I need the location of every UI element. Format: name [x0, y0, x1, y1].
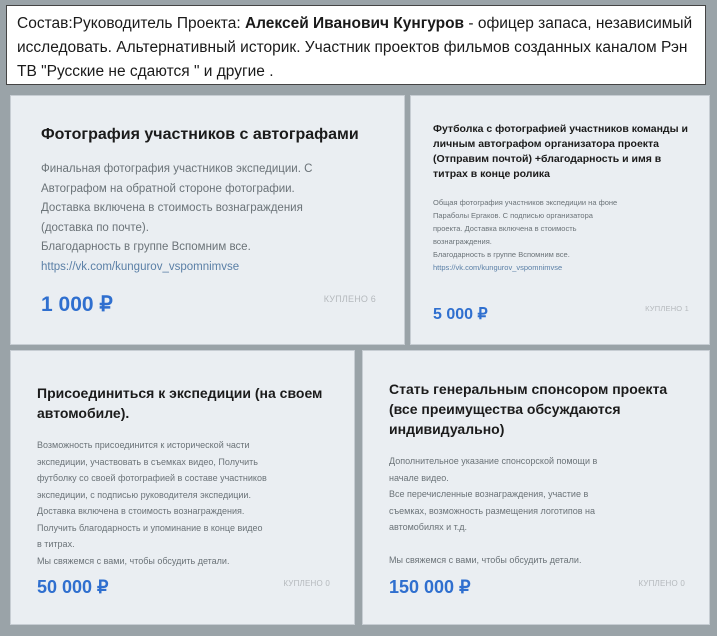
desc-line: Благодарность в группе Вспомним все. [433, 250, 570, 259]
project-team-description [6, 5, 706, 85]
reward-card-general-sponsor[interactable] [362, 350, 710, 625]
sold-count: КУПЛЕНО 6 [323, 294, 376, 304]
vk-group-link[interactable]: https://vk.com/kungurov_vspomnimvse [433, 263, 563, 272]
reward-price: 5 000 ₽ [433, 306, 488, 323]
desc-line: Получить благодарность и упоминание в конце видео [37, 522, 263, 533]
desc-line: начале видео. [389, 472, 449, 483]
desc-line: автомобилях и т.д. [389, 522, 468, 532]
desc-line: съемках, возможность размещения логотипов на [389, 505, 596, 516]
desc-line: Автографом на обратной стороне фотографии. [41, 182, 295, 195]
reward-card-photo[interactable] [10, 95, 405, 345]
vk-group-link[interactable]: https://vk.com/kungurov_vspomnimvse [41, 260, 240, 273]
desc-line: Благодарность в группе Вспомним все. [41, 241, 251, 253]
desc-line: в титрах. [37, 539, 75, 549]
sold-count: КУПЛЕНО 1 [645, 304, 689, 313]
leader-name: Алексей Иванович Кунгуров [244, 15, 465, 32]
desc-line: проекта. Доставка включена в стоимость [433, 224, 577, 233]
desc-line: экспедиции, участвовать в съемках видео, Получить [37, 456, 258, 467]
reward-title: Стать генеральным спонсором проекта (все преимущества обсуждаются индивидуально) [389, 381, 668, 437]
desc-line: Все перечисленные вознаграждения, участие в [389, 489, 589, 499]
reward-card-join-expedition[interactable] [10, 350, 355, 625]
desc-line: Общая фотография участников экспедиции на фоне [433, 198, 618, 207]
reward-title: Футболка с фотографией участников команды и личным автографом организатора проекта (Отправим почтой) +благодарность и имя в титрах в конце ролика [433, 123, 688, 180]
desc-line: футболку со своей фотографией в составе участников [37, 473, 267, 483]
desc-line: Доставка включена в стоимость вознаграждения [41, 202, 303, 214]
reward-title: Фотография участников с автографами [41, 126, 359, 143]
reward-description [37, 437, 334, 569]
reward-price: 1 000 ₽ [41, 293, 113, 316]
desc-line: вознаграждения. [433, 237, 492, 246]
desc-line: Мы свяжемся с вами, чтобы обсудить детали. [37, 555, 230, 566]
desc-line: Финальная фотография участников экспедиции. С [41, 163, 313, 175]
reward-description [433, 196, 691, 274]
header-prefix: Состав:Руководитель Проекта: [17, 15, 245, 32]
sold-count: КУПЛЕНО 0 [638, 579, 685, 588]
header-rest: - офицер запаса, независимый исследовать. Альтернативный историк. Участник проектов фильмов созданных каналом Рэн ТВ "Русские не сдаются " и другие . [17, 15, 693, 80]
reward-description [389, 453, 689, 569]
desc-line: (доставка по почте). [41, 221, 149, 234]
desc-line: Возможность присоединится к исторической части [37, 440, 250, 450]
reward-price: 150 000 ₽ [389, 577, 471, 597]
reward-description [41, 160, 380, 277]
desc-line: Дополнительное указание спонсорской помощи в [389, 456, 598, 466]
reward-price: 50 000 ₽ [37, 577, 109, 597]
desc-line: Доставка включена в стоимость вознаграждения. [37, 506, 245, 516]
reward-title: Присоединиться к экспедиции (на своем автомобиле). [37, 385, 323, 421]
desc-line: экспедиции, с подписью руководителя экспедиции. [37, 489, 251, 500]
reward-card-tshirt[interactable] [410, 95, 710, 345]
desc-line: Мы свяжемся с вами, чтобы обсудить детали. [389, 555, 582, 565]
sold-count: КУПЛЕНО 0 [283, 579, 330, 588]
desc-line: Параболы Ергаков. С подписью организатора [433, 211, 593, 220]
desc-line [389, 536, 689, 553]
